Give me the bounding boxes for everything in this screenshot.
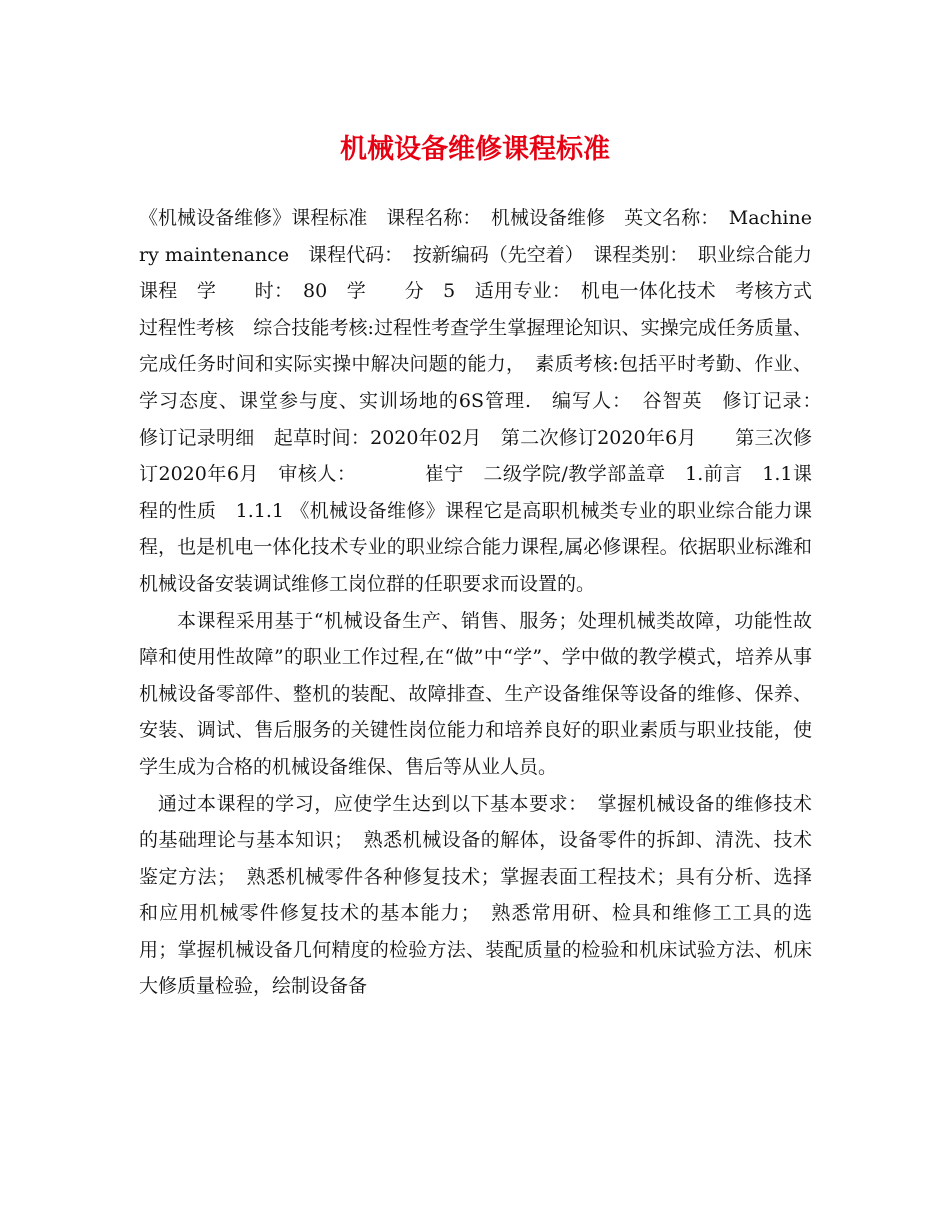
- paragraph-course-requirements: 通过本课程的学习，应使学生达到以下基本要求： 掌握机械设备的维修技术的基础理论与基本知识； 熟悉机械设备的解体，设备零件的拆卸、清洗、技术鉴定方法； 熟悉机械零件各种修复技术；掌握表面工程技术；具有分析、选择和应用机械零件修复技术的基本能力； 熟悉常用研、检具和维修工工具的选用；掌握机械设备几何精度的检验方法、装配质量的检验和机床试验方法、机床大修质量检验，绘制设备备: [139, 792, 812, 998]
- document-body: [139, 200, 832, 1005]
- paragraph-course-info: 《机械设备维修》课程标准 课程名称： 机械设备维修 英文名称： Machinery maintenance 课程代码： 按新编码（先空着） 课程类别： 职业综合能力课程 学 时： 80 学 分 5 适用专业： 机电一体化技术 考核方式 过程性考核 综合技能考核:过程性考查学生掌握理论知识、实操完成任务质量、完成任务时间和实际实操中解决问题的能力， 素质考核:包括平时考勤、作业、学习态度、课堂参与度、实训场地的6S管理. 编写人： 谷智英 修订记录： 修订记录明细 起草时间：2020年02月 第二次修订2020年6月 第三次修订2020年6月 审核人： 崔宁 二级学院/教学部盖章 1.前言 1.1课程的性质 1.1.1 《机械设备维修》课程它是高职机械类专业的职业综合能力课程，也是机电一体化技术专业的职业综合能力课程,属必修课程。依据职业标潍和机械设备安装调试维修工岗位群的任职要求而设置的。: [139, 207, 832, 595]
- document-title: 机械设备维修课程标准: [340, 134, 610, 165]
- paragraph-course-approach: 本课程采用基于“机械设备生产、销售、服务；处理机械类故障，功能性故障和使用性故障”的职业工作过程,在“做”中“学”、学中做的教学模式，培养从事机械设备零部件、整机的装配、故障排查、生产设备维保等设备的维修、保养、安装、调试、售后服务的关键性岗位能力和培养良好的职业素质与职业技能，使学生成为合格的机械设备维保、售后等从业人员。: [139, 609, 812, 778]
